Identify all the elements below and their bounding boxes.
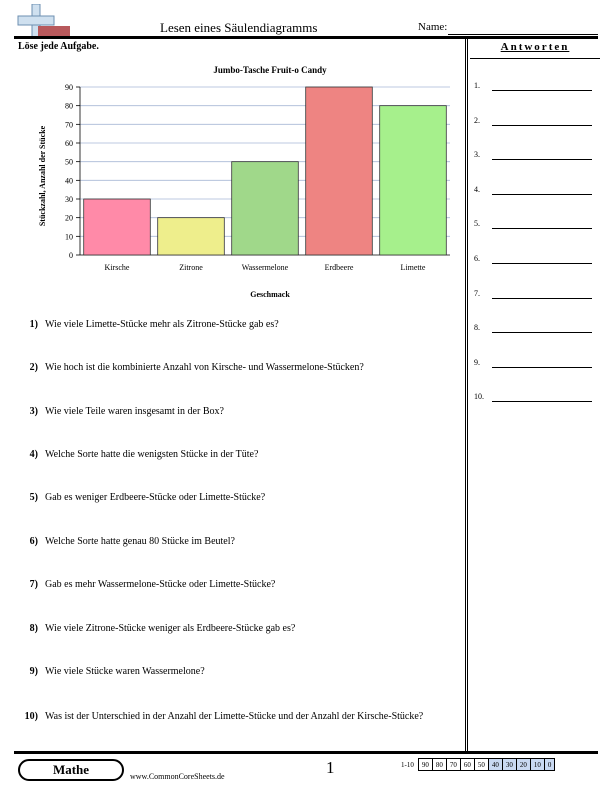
question-text: Wie viele Stücke waren Wassermelone? bbox=[45, 666, 205, 677]
y-tick-label: 20 bbox=[65, 213, 73, 223]
bar-erdbeere bbox=[306, 87, 373, 255]
name-label: Name: bbox=[418, 21, 448, 33]
score-cell: 30 bbox=[502, 759, 516, 771]
answer-field[interactable] bbox=[492, 159, 592, 160]
bar-limette bbox=[380, 106, 447, 255]
subject-badge: Mathe bbox=[18, 759, 124, 781]
y-tick-label: 50 bbox=[65, 157, 73, 167]
score-label: 1-10 bbox=[401, 760, 414, 769]
question-number: 1) bbox=[29, 319, 38, 330]
answer-number: 6. bbox=[474, 254, 480, 263]
y-tick-label: 0 bbox=[69, 251, 73, 260]
answer-number: 9. bbox=[474, 357, 480, 367]
answer-number: 7. bbox=[474, 288, 480, 298]
score-cell: 50 bbox=[474, 759, 488, 771]
x-tick-label: Kirsche bbox=[104, 263, 130, 272]
answers-rule bbox=[470, 58, 600, 59]
score-cell: 90 bbox=[418, 759, 432, 771]
question-text: Wie viele Limette-Stücke mehr als Zitrone-Stücke gab es? bbox=[45, 319, 279, 330]
column-divider bbox=[465, 39, 468, 751]
chart-title: Jumbo-Tasche Fruit-o Candy bbox=[213, 65, 327, 75]
x-tick-label: Zitrone bbox=[179, 263, 203, 272]
score-cell: 80 bbox=[432, 759, 446, 771]
question-number: 8) bbox=[29, 623, 38, 634]
header-rule bbox=[14, 36, 598, 39]
question-text: Wie viele Zitrone-Stücke weniger als Erdbeere-Stücke gab es? bbox=[45, 623, 296, 634]
question-text: Gab es mehr Wassermelone-Stücke oder Limette-Stücke? bbox=[45, 579, 276, 590]
score-cell: 70 bbox=[446, 759, 460, 771]
instructions: Löse jede Aufgabe. bbox=[18, 41, 99, 52]
answer-field[interactable] bbox=[492, 125, 592, 126]
answer-field[interactable] bbox=[492, 332, 592, 333]
answers-title: Antworten bbox=[500, 41, 570, 53]
y-tick-label: 10 bbox=[65, 232, 73, 242]
score-cell: 10 bbox=[530, 759, 544, 771]
question-number: 4) bbox=[29, 449, 38, 460]
bar-wassermelone bbox=[232, 162, 299, 255]
answer-field[interactable] bbox=[492, 367, 592, 368]
y-axis-label: Stückzahl, Anzahl der Stücke bbox=[38, 125, 47, 227]
answer-field[interactable] bbox=[492, 194, 592, 195]
score-table bbox=[398, 758, 555, 771]
website-link[interactable]: www.CommonCoreSheets.de bbox=[130, 772, 225, 781]
answer-field[interactable] bbox=[492, 228, 592, 229]
question-number: 7) bbox=[29, 579, 38, 590]
answer-number: 2. bbox=[474, 115, 480, 125]
answer-field[interactable] bbox=[492, 401, 592, 402]
question-number: 9) bbox=[29, 666, 38, 677]
question-text: Wie viele Teile waren insgesamt in der Box? bbox=[45, 406, 224, 417]
page-number: 1 bbox=[326, 758, 335, 777]
y-tick-label: 60 bbox=[65, 139, 73, 148]
question-number: 2) bbox=[29, 362, 38, 373]
logo-plus-icon bbox=[16, 4, 72, 38]
answer-number: 1. bbox=[474, 81, 480, 90]
question-text: Welche Sorte hatte genau 80 Stücke im Beutel? bbox=[45, 536, 235, 547]
y-tick-label: 80 bbox=[65, 101, 73, 111]
answer-number: 8. bbox=[474, 323, 480, 333]
answer-number: 4. bbox=[474, 184, 480, 194]
page-title: Lesen eines Säulendiagramms bbox=[160, 20, 318, 35]
bar-zitrone bbox=[158, 218, 225, 255]
score-cell: 60 bbox=[460, 759, 474, 771]
y-tick-label: 70 bbox=[65, 120, 73, 130]
bar-chart bbox=[30, 60, 455, 305]
score-cell: 0 bbox=[544, 759, 555, 771]
answer-number: 5. bbox=[474, 219, 480, 229]
answer-number: 10. bbox=[474, 392, 484, 402]
score-cell: 40 bbox=[488, 759, 502, 771]
question-text: Gab es weniger Erdbeere-Stücke oder Limette-Stücke? bbox=[45, 492, 266, 503]
answer-field[interactable] bbox=[492, 90, 592, 91]
x-tick-label: Limette bbox=[400, 263, 426, 272]
footer-rule bbox=[14, 751, 598, 754]
x-axis-label: Geschmack bbox=[250, 290, 290, 299]
y-tick-label: 30 bbox=[65, 195, 73, 204]
answer-number: 3. bbox=[474, 150, 480, 160]
question-text: Wie hoch ist die kombinierte Anzahl von Kirsche- und Wassermelone-Stücken? bbox=[45, 362, 364, 373]
question-number: 3) bbox=[29, 406, 38, 417]
y-tick-label: 90 bbox=[65, 83, 73, 92]
name-field[interactable] bbox=[448, 34, 598, 35]
score-cell: 20 bbox=[516, 759, 530, 771]
x-tick-label: Erdbeere bbox=[324, 263, 354, 272]
bar-kirsche bbox=[84, 199, 151, 255]
question-text: Welche Sorte hatte die wenigsten Stücke in der Tüte? bbox=[45, 449, 259, 460]
answer-field[interactable] bbox=[492, 298, 592, 299]
question-number: 5) bbox=[29, 492, 38, 503]
y-tick-label: 40 bbox=[65, 176, 73, 186]
answer-field[interactable] bbox=[492, 263, 592, 264]
question-text: Was ist der Unterschied in der Anzahl der Limette-Stücke und der Anzahl der Kirsche-Stücke? bbox=[45, 711, 424, 722]
question-number: 10) bbox=[24, 711, 38, 722]
question-number: 6) bbox=[29, 536, 38, 547]
x-tick-label: Wassermelone bbox=[241, 263, 289, 272]
